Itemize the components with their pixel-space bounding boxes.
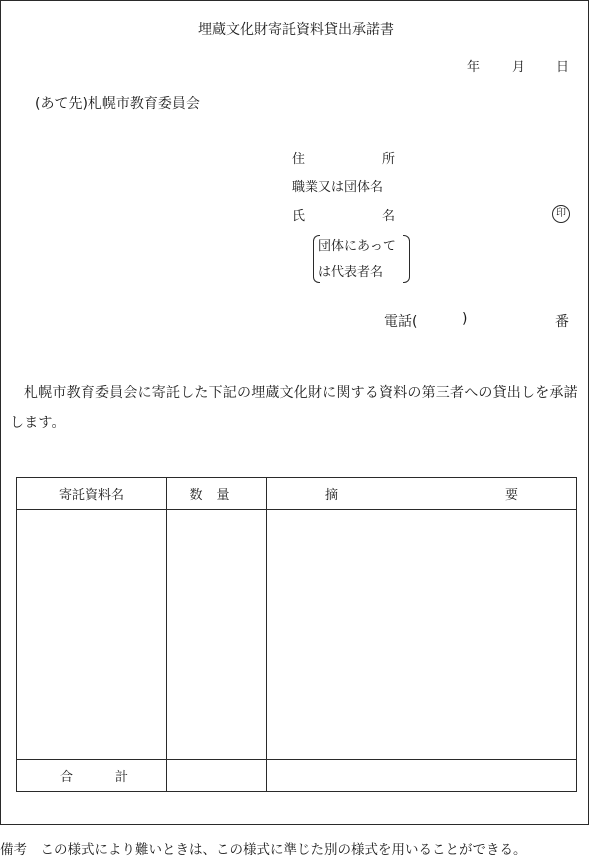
address-label-char: 所 — [381, 152, 395, 167]
name-label-char: 名 — [381, 209, 395, 224]
total-label-cell — [17, 760, 167, 792]
consent-statement: 札幌市教育委員会に寄託した下記の埋蔵文化財に関する資料の第三者への貸出しを承諾します。 — [10, 385, 578, 431]
address-label — [292, 148, 395, 167]
column-header-quantity — [167, 478, 267, 510]
addressee: (あて先)札幌市教育委員会 — [35, 96, 200, 112]
table-row — [17, 510, 577, 760]
table-header-row — [17, 478, 577, 510]
summary-cell[interactable] — [267, 510, 577, 760]
occupation-label: 職業又は団体名 — [292, 180, 384, 195]
name-label — [292, 205, 395, 224]
group-note-line: は代表者名 — [318, 265, 384, 280]
phone-close-paren: ) — [462, 311, 468, 327]
group-representative-note — [313, 235, 410, 283]
seal-mark: 印 — [552, 205, 570, 223]
total-quantity-cell[interactable] — [167, 760, 267, 792]
quantity-header-text: 数量 — [189, 488, 244, 503]
total-row — [17, 760, 577, 792]
phone-label: 電話( — [384, 314, 418, 330]
document-title: 埋蔵文化財寄託資料貸出承諾書 — [198, 22, 394, 38]
column-header-summary — [267, 478, 577, 510]
total-label-char: 計 — [114, 770, 128, 785]
date-month-label: 月 — [512, 60, 526, 75]
address-label-char: 住 — [292, 152, 306, 167]
column-header-name: 寄託資料名 — [17, 478, 167, 510]
summary-header-char: 要 — [504, 488, 518, 503]
name-cell[interactable] — [17, 510, 167, 760]
right-bracket — [403, 235, 410, 283]
footnote: 備考 この様式により難いときは、この様式に準じた別の様式を用いることができる。 — [0, 842, 527, 858]
quantity-cell[interactable] — [167, 510, 267, 760]
total-summary-cell[interactable] — [267, 760, 577, 792]
deposit-items-table — [16, 477, 577, 792]
summary-header-char: 摘 — [325, 488, 339, 503]
date-day-label: 日 — [556, 60, 570, 75]
name-label-char: 氏 — [292, 209, 306, 224]
phone-suffix: 番 — [555, 314, 569, 330]
date-year-label: 年 — [467, 60, 481, 75]
group-note-line: 団体にあって — [318, 239, 396, 254]
total-label-char: 合 — [60, 770, 74, 785]
